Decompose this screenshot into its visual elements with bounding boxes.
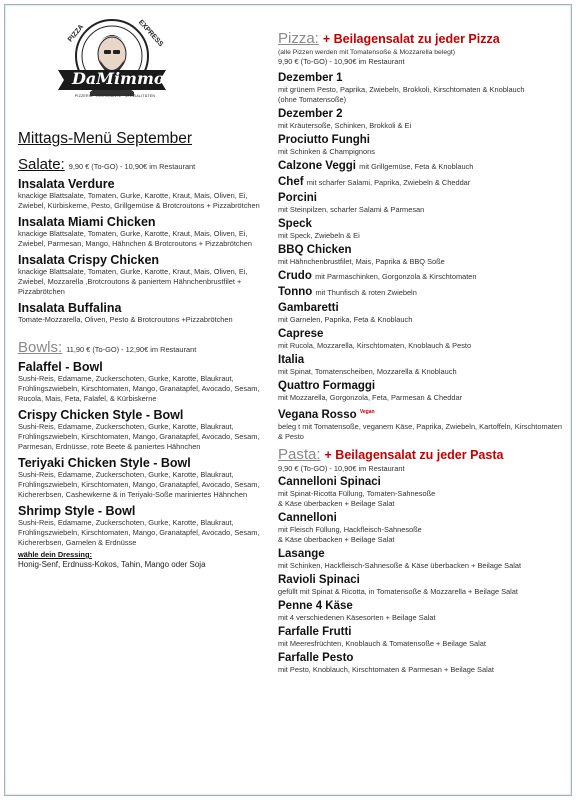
menu-item-name: Insalata Buffalina xyxy=(18,301,122,315)
pasta-addon: + Beilagensalat zu jeder Pasta xyxy=(324,447,504,462)
right-column xyxy=(278,30,562,675)
pizza-price: 9,90 € (To-GO) - 10,90€ im Restaurant xyxy=(278,57,405,66)
menu-item xyxy=(278,406,562,422)
menu-item-desc: mit scharfer Salami, Paprika, Zwiebeln & Cheddar xyxy=(306,178,471,187)
menu-item-desc: Sushi-Reis, Edamame, Zuckerschoten, Gurke, Karotte, Blaukraut, Frühlingszwiebeln, Kirschtomaten, Mango, Granatapfel, Avocado, Sesam, Kichererbsen, Garnelen & Erdnüsse xyxy=(18,518,260,547)
menu-item-name: Farfalle Frutti xyxy=(278,625,352,638)
bowls-title: Bowls: xyxy=(18,339,63,356)
menu-item-name: Vegana Rosso xyxy=(278,408,357,421)
menu-item-desc: & Käse überbacken + Beilage Salat xyxy=(278,498,395,508)
menu-item-desc: gefüllt mit Spinat & Ricotta, in Tomatensoße & Mozzarella + Beilage Salat xyxy=(278,586,518,596)
menu-item-desc: mit Kräutersoße, Schinken, Brokkoli & Ei xyxy=(278,121,412,130)
brand-logo xyxy=(50,14,180,114)
menu-item-name: Insalata Crispy Chicken xyxy=(18,253,160,267)
menu-item xyxy=(278,286,562,299)
menu-item-desc: mit Mozzarella, Gorgonzola, Feta, Parmesan & Cheddar xyxy=(278,393,463,402)
menu-item-desc: knackige Blattsalate, Tomaten, Gurke, Karotte, Kraut, Mais, Oliven, Ei, Zwiebel, Kürbiskerne, Pesto, Grillgemüse & Brotcroutons + Pizzabrötchen xyxy=(18,191,260,210)
menu-item-desc: mit 4 verschiedenen Käsesorten + Beilage Salat xyxy=(278,612,436,622)
menu-item-desc: Sushi-Reis, Edamame, Zuckerschoten, Gurke, Karotte, Blaukraut, Frühlingszwiebeln, Kirschtomaten, Mango, Granatapfel, Avocado, Sesam, Rucola, Mais, Feta, Falafel, & Kürbiskerne xyxy=(18,374,260,403)
menu-item-desc: mit Meeresfrüchten, Knoblauch & Tomatensoße + Beilage Salat xyxy=(278,638,486,648)
menu-item-desc: mit grünem Pesto, Paprika, Zwiebeln, Brokkoli, Kirschtomaten & Knoblauch xyxy=(278,85,525,94)
menu-item-desc: mit Speck, Zwiebeln & Ei xyxy=(278,231,360,240)
menu-item-desc: mit Spinat, Tomatenscheiben, Mozzarella & Knoblauch xyxy=(278,367,457,376)
brand-name: DaMimmo xyxy=(72,69,165,88)
menu-item xyxy=(278,270,562,283)
menu-item-desc: mit Schinken, Hackfleisch-Sahnesoße & Käse überbacken + Beilage Salat xyxy=(278,560,521,570)
menu-item xyxy=(278,176,562,189)
brand-tag-right: EXPRESS xyxy=(136,18,165,49)
menu-item-desc: Tomate-Mozzarella, Oliven, Pesto & Brotcroutons +Pizzabrötchen xyxy=(18,315,233,324)
menu-item-desc: mit Thunfisch & roten Zwiebeln xyxy=(315,288,417,297)
salate-title: Salate: xyxy=(18,156,65,173)
pasta-header xyxy=(278,446,562,463)
menu-item-desc: mit Rucola, Mozzarella, Kirschtomaten, Knoblauch & Pesto xyxy=(278,341,472,350)
menu-item-desc: mit Hähnchenbrustfilet, Mais, Paprika & BBQ Soße xyxy=(278,257,445,266)
menu-item-name: Tonno xyxy=(278,286,313,298)
menu-item-desc: mit Fleisch Füllung, Hackfleisch-Sahnesoße xyxy=(278,524,422,534)
dressing-label: wähle dein Dressing: xyxy=(18,550,92,559)
salate-list xyxy=(18,177,268,325)
menu-item-name: Cannelloni xyxy=(278,511,337,524)
menu-item-name: Chef xyxy=(278,176,304,188)
menu-item-name: BBQ Chicken xyxy=(278,244,352,256)
menu-item-name: Insalata Miami Chicken xyxy=(18,215,156,229)
menu-item-name: Gambaretti xyxy=(278,302,339,314)
menu-item-name: Teriyaki Chicken Style - Bowl xyxy=(18,456,191,470)
menu-item-desc: mit Spinat-Ricotta Füllung, Tomaten-Sahnesoße xyxy=(278,488,436,498)
pizza-addon: + Beilagensalat zu jeder Pizza xyxy=(322,32,500,46)
vegan-badge: Vegan xyxy=(359,409,375,415)
pizza-list xyxy=(278,72,562,442)
bowls-price: 11,90 € (To-GO) - 12,90€ im Restaurant xyxy=(66,345,197,354)
pasta-price: 9,90 € (To-GO) - 10,90€ im Restaurant xyxy=(278,463,405,473)
menu-item-desc: mit Steinpilzen, scharfer Salami & Parmesan xyxy=(278,205,425,214)
menu-item-name: Caprese xyxy=(278,328,324,340)
menu-item-name: Shrimp Style - Bowl xyxy=(18,504,136,518)
menu-item-name: Penne 4 Käse xyxy=(278,599,353,612)
menu-item-desc: knackige Blattsalate, Tomaten, Gurke, Karotte, Kraut, Mais, Oliven, Ei, Zwiebel, Mozzarella ,Brotcroutons & paniertem Hähnchenbrustfilet + Pizzabrötchen xyxy=(18,267,248,296)
menu-item-desc: mit Garnelen, Paprika, Feta & Knoblauch xyxy=(278,315,413,324)
menu-item-name: Falaffel - Bowl xyxy=(18,360,103,374)
pasta-title: Pasta: xyxy=(278,445,321,463)
menu-item-name: Lasange xyxy=(278,547,325,560)
menu-item-name: Calzone Veggi xyxy=(278,160,356,172)
menu-item-name: Quattro Formaggi xyxy=(278,380,376,392)
menu-item-name: Italia xyxy=(278,354,305,366)
menu-item-desc: mit Parmaschinken, Gorgonzola & Kirschtomaten xyxy=(315,272,477,281)
menu-item-name: Prociutto Funghi xyxy=(278,134,370,146)
menu-item-name: Farfalle Pesto xyxy=(278,651,354,664)
menu-item-name: Crispy Chicken Style - Bowl xyxy=(18,408,184,422)
menu-item-desc: mit Pesto, Knoblauch, Kirschtomaten & Parmesan + Beilage Salat xyxy=(278,664,494,674)
menu-item-name: Porcini xyxy=(278,192,317,204)
menu-item-name: Insalata Verdure xyxy=(18,177,115,191)
pizza-header xyxy=(278,30,562,47)
menu-item-desc: (ohne Tomatensoße) xyxy=(278,95,347,104)
bowls-header xyxy=(18,339,268,356)
menu-title: Mittags-Menü September xyxy=(18,130,193,147)
menu-item-desc: mit Grillgemüse, Feta & Knoblauch xyxy=(359,162,474,171)
brand-tag-left: PIZZA xyxy=(66,23,86,44)
pasta-list xyxy=(278,476,562,675)
menu-item-name: Cannelloni Spinaci xyxy=(278,475,381,488)
menu-item-desc: mit Schinken & Champignons xyxy=(278,147,375,156)
menu-item xyxy=(278,160,562,173)
menu-item-name: Ravioli Spinaci xyxy=(278,573,360,586)
salate-price: 9,90 € (To-GO) - 10,90€ im Restaurant xyxy=(68,162,196,171)
left-column xyxy=(18,14,268,570)
menu-item-name: Dezember 1 xyxy=(278,72,343,84)
bowls-list xyxy=(18,360,268,548)
salate-header xyxy=(18,156,268,173)
menu-item-desc: knackige Blattsalate, Tomaten, Gurke, Karotte, Kraut, Mais, Oliven, Ei, Zwiebel, Parmesan, Mango, Hähnchen & Brotcroutons + Pizzabrötchen xyxy=(18,229,252,248)
pizza-note: (alle Pizzen werden mit Tomatensoße & Mozzarella belegt) xyxy=(278,49,456,56)
menu-item-name: Speck xyxy=(278,218,312,230)
brand-tagline: PIZZERIA · RISTORANTE · SPEZIALITÄTEN xyxy=(74,94,156,98)
menu-item-desc: & Käse überbacken + Beilage Salat xyxy=(278,534,395,544)
dressing-values: Honig-Senf, Erdnuss-Kokos, Tahin, Mango oder Soja xyxy=(18,560,206,569)
menu-item-desc: Sushi-Reis, Edamame, Zuckerschoten, Gurke, Karotte, Blaukraut, Frühlingszwiebeln, Kirschtomaten, Mango, Granatapfel, Avocado, Sesam, Parmesan, Erdnüsse, rote Beete & paniertes Hähnchen xyxy=(18,422,260,451)
menu-item-desc: beleg t mit Tomatensoße, veganem Käse, Paprika, Zwiebeln, Kartoffeln, Kirschtomaten & Pesto xyxy=(278,421,563,441)
pizza-title: Pizza: xyxy=(278,30,319,47)
menu-item-name: Dezember 2 xyxy=(278,108,343,120)
menu-item-desc: Sushi-Reis, Edamame, Zuckerschoten, Gurke, Karotte, Blaukraut, Frühlingszwiebeln, Kirschtomaten, Mango, Granatapfel, Avocado, Sesam, Kichererbsen, Cashewkerne & in Teriyaki-Soße mariniertes Hähnchen xyxy=(18,470,260,499)
menu-item-name: Crudo xyxy=(278,270,312,282)
